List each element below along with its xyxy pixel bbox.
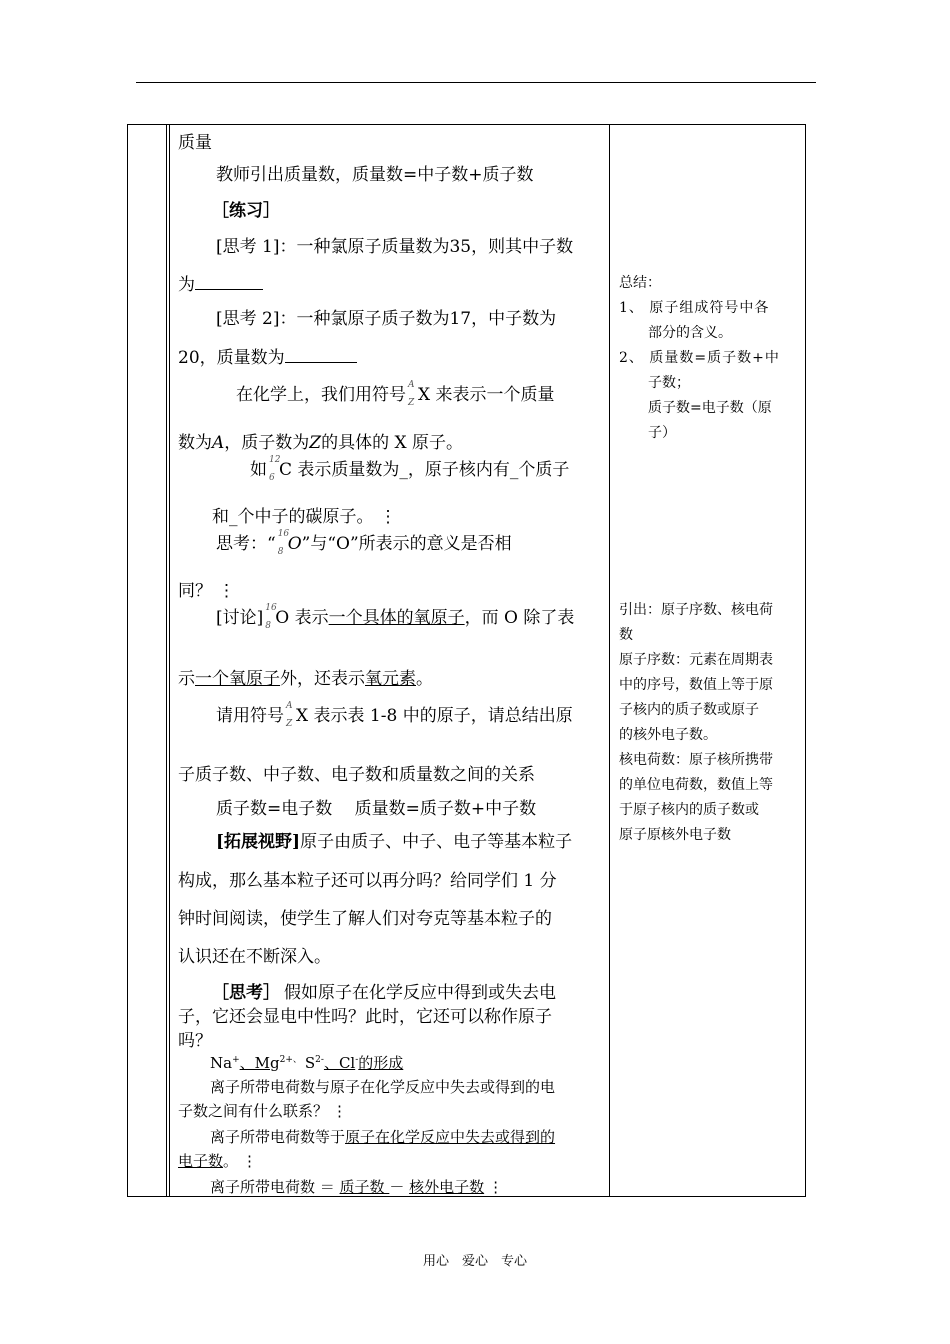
header-rule	[136, 82, 816, 83]
think-1-answer: 为	[178, 270, 263, 295]
ion-formation: Na+、$Mg^{2+、}$ $S^{2-}$、Cl-的形成	[210, 1054, 404, 1072]
text-line: 质量	[178, 133, 212, 153]
note-line: 的单位电荷数，数值上等	[619, 777, 773, 793]
summary-item: 子数；	[648, 375, 690, 391]
note-line: 核电荷数：原子核所携带	[619, 752, 773, 768]
carbon-example-cont: 和_个中子的碳原子。 ⋮	[212, 507, 397, 527]
symbol-intro-cont: 数为A，质子数为Z的具体的 X 原子。	[178, 433, 464, 453]
column-divider-1	[166, 124, 167, 1197]
text-line: 子质子数、中子数、电子数和质量数之间的关系	[178, 765, 535, 785]
note-line: 中的序号，数值上等于原	[619, 677, 773, 693]
text-line: 离子所带电荷数等于原子在化学反应中失去或得到的	[210, 1128, 556, 1146]
summary-item: 质子数=电子数（原	[648, 400, 772, 416]
note-line: 子核内的质子数或原子	[619, 702, 759, 718]
nuclide-symbol: 12 6	[269, 454, 281, 483]
text-line: 电子数。 ⋮	[178, 1152, 258, 1170]
note-line: 原子序数：元素在周期表	[619, 652, 773, 668]
text-line: 构成，那么基本粒子还可以再分吗？给同学们 1 分	[178, 871, 557, 891]
think-2-answer: 20，质量数为	[178, 343, 357, 368]
summary-title: 总结：	[619, 275, 661, 291]
note-line: 引出：原子序数、核电荷	[619, 602, 773, 618]
exercise-heading: ［练习］	[212, 201, 280, 221]
text-line: 吗？	[178, 1031, 212, 1051]
nuclide-symbol: 16 8	[277, 528, 290, 557]
think-1: [思考 1]：一种氯原子质量数为35，则其中子数	[216, 237, 574, 257]
note-line: 于原子核内的质子数或	[619, 802, 759, 818]
think-2: [思考 2]：一种氯原子质子数为17，中子数为	[216, 309, 557, 329]
summary-item: 2、 质量数=质子数+中	[619, 350, 780, 366]
think-ion: ［思考］ 假如原子在化学反应中得到或失去电	[212, 983, 556, 1003]
nuclide-symbol: A Z	[408, 379, 415, 408]
note-line: 原子原核外电子数	[619, 827, 731, 843]
discussion: [讨论] 16 8 O 表示一个具体的氧原子，而 O 除了表	[216, 602, 575, 631]
nuclide-symbol: 16 8	[265, 602, 277, 631]
atomic-number-notes	[619, 598, 801, 848]
text-line: 教师引出质量数，质量数=中子数+质子数	[216, 165, 534, 185]
column-divider-2	[169, 124, 170, 1197]
symbol-intro: 在化学上，我们用符号 A Z X 来表示一个质量	[236, 379, 555, 408]
summary-item: 1、 原子组成符号中各	[619, 300, 770, 316]
summary-item: 子）	[648, 425, 676, 441]
text-line: 离子所带电荷数与原子在化学反应中失去或得到的电	[210, 1078, 556, 1096]
page-footer: 用心 爱心 专心	[422, 1254, 527, 1269]
text-line: 子，它还会显电中性吗？此时，它还可以称作原子	[178, 1007, 552, 1027]
summary-notes	[619, 271, 801, 446]
discussion-cont: 示一个氧原子外，还表示氧元素。	[178, 669, 433, 689]
answer-blank	[285, 344, 357, 363]
nuclide-symbol: A Z	[286, 700, 293, 729]
answer-blank	[195, 271, 263, 290]
column-divider-3	[609, 124, 610, 1197]
extended-view: [拓展视野]原子由质子、中子、电子等基本粒子	[216, 832, 573, 852]
summary-item: 部分的含义。	[648, 325, 732, 341]
text-line: 子数之间有什么联系？ ⋮	[178, 1102, 348, 1120]
oxygen-question-cont: 同？ ⋮	[178, 581, 235, 601]
symbol-task: 请用符号 A Z X 表示表 1-8 中的原子，请总结出原	[216, 700, 573, 729]
text-line: 认识还在不断深入。	[178, 947, 331, 967]
note-line: 的核外电子数。	[619, 727, 717, 743]
relation-formula: 质子数=电子数 质量数=质子数+中子数	[216, 799, 537, 819]
ion-charge-formula: 离子所带电荷数 ＝ 质子数 － 核外电子数 ⋮	[210, 1178, 504, 1196]
oxygen-question: 思考：“ 16 8 O”与“O”所表示的意义是否相	[216, 528, 512, 557]
carbon-example: 如 12 6 C 表示质量数为_，原子核内有_个质子	[250, 454, 570, 483]
note-line: 数	[619, 627, 633, 643]
text-line: 钟时间阅读，使学生了解人们对夸克等基本粒子的	[178, 909, 552, 929]
